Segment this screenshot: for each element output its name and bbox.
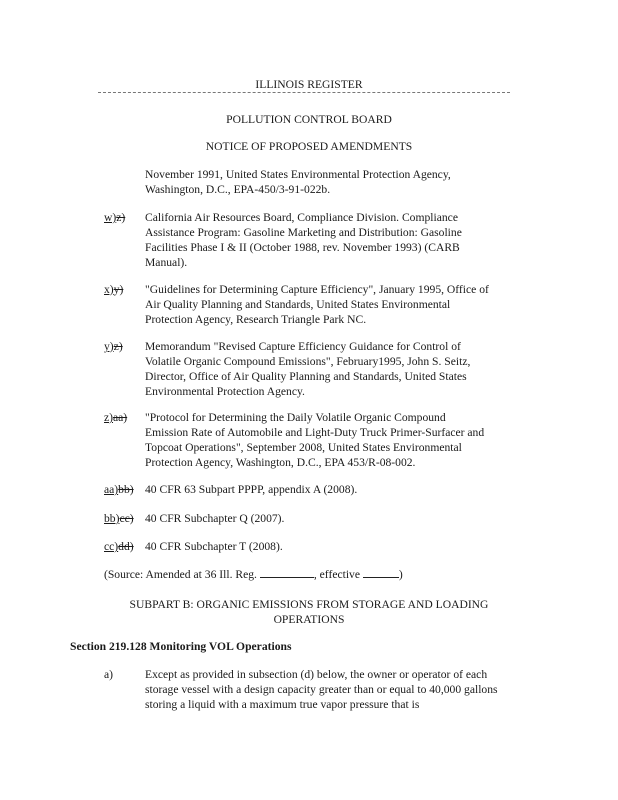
label-new: aa) [104,483,119,496]
section-heading: Section 219.128 Monitoring VOL Operations [70,640,292,653]
reference-label-y [104,339,144,354]
reference-label-x [104,282,144,297]
label-old: dd) [118,540,134,553]
reference-label-z [104,410,144,425]
label-new: w) [104,211,117,224]
label-new: x) [104,283,114,296]
label-old: z) [113,340,123,353]
source-prefix: (Source: Amended at 36 Ill. Reg. [104,568,257,581]
reference-cc: 40 CFR Subchapter T (2008). [145,540,283,553]
subsection-a-label: a) [104,668,114,681]
reg-page-blank [260,577,314,578]
register-title: ILLINOIS REGISTER [255,78,363,91]
reference-aa: 40 CFR 63 Subpart PPPP, appendix A (2008). [145,483,358,496]
reference-w: California Air Resources Board, Compliance Division. Compliance Assistance Program: Gasoline Marketing and Distribution: Gasoline Facilities Phase I & II (October 1988, rev. November 1993) (CARB Manual). [145,211,462,269]
effective-date-blank [363,577,399,578]
label-new: cc) [104,540,119,553]
reference-y: Memorandum "Revised Capture Efficiency Guidance for Control of Volatile Organic Compound Emissions", February1995, John S. Seitz, Director, Office of Air Quality Planning and Standards, United States Environmental Protection Agency. [145,340,471,398]
source-suffix: ) [398,568,403,581]
label-new: y) [104,340,114,353]
reference-z: "Protocol for Determining the Daily Volatile Organic Compound Emission Rate of Automobile and Light-Duty Truck Primer-Surfacer and Topcoat Operations", September 2008, United States Environmental Protection Agency, Washington, D.C., EPA 453/R-08-002. [145,411,485,469]
reference-label-w [104,210,144,225]
agency-heading: POLLUTION CONTROL BOARD [226,113,392,126]
label-new: bb) [104,512,120,525]
reference-label-aa [104,482,144,497]
label-old: aa) [113,411,128,424]
label-old: z) [116,211,126,224]
reference-label-bb [104,511,144,526]
subsection-a-text: Except as provided in subsection (d) below, the owner or operator of each storage vessel with a design capacity greater than or equal to 40,000 gallons storing a liquid with a maximum true vapor pressure that is [145,668,498,711]
reference-bb: 40 CFR Subchapter Q (2007). [145,512,285,525]
label-new: z) [104,411,114,424]
source-note [104,567,504,582]
subpart-heading-line2: OPERATIONS [273,613,345,626]
label-old: cc) [119,512,134,525]
notice-heading: NOTICE OF PROPOSED AMENDMENTS [205,140,413,153]
source-middle: , effective [313,568,360,581]
label-old: bb) [118,483,134,496]
header-divider [98,92,510,93]
reference-x: "Guidelines for Determining Capture Efficiency", January 1995, Office of Air Quality Planning and Standards, United States Environmental Protection Agency, Research Triangle Park NC. [145,283,489,326]
label-old: y) [113,283,124,296]
subpart-heading-line1: SUBPART B: ORGANIC EMISSIONS FROM STORAGE AND LOADING [129,598,489,611]
reference-continuation: November 1991, United States Environmental Protection Agency, Washington, D.C., EPA-450/3-91-022b. [145,168,451,196]
reference-label-cc [104,539,144,554]
